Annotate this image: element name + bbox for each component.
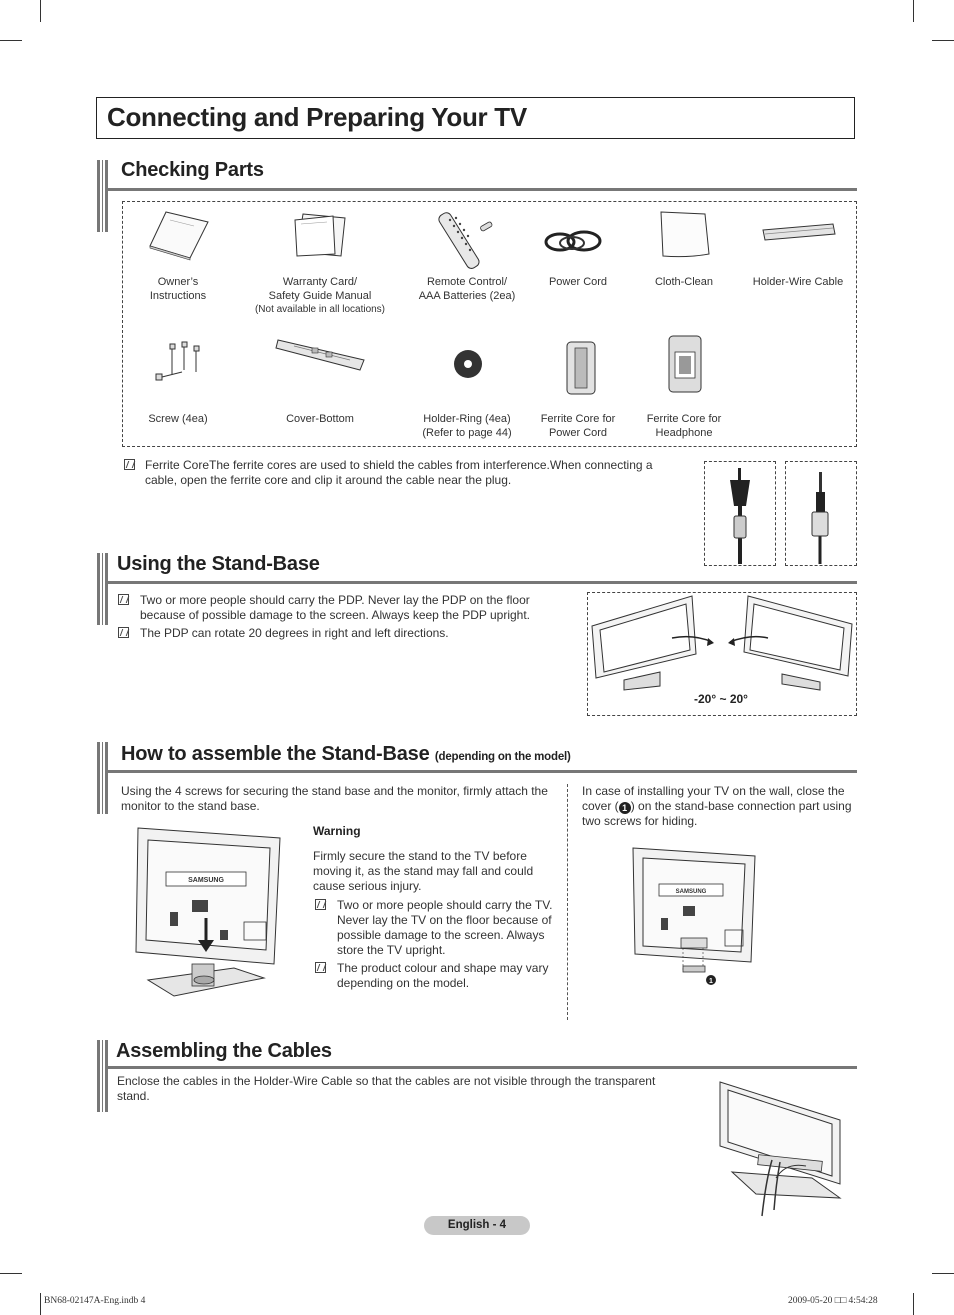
assemble-intro: Using the 4 screws for securing the stand base and the monitor, firmly attach the monitor to the stand base. xyxy=(121,784,548,813)
cover-bottom-icon xyxy=(274,336,366,376)
part-label xyxy=(402,412,532,440)
part-label-screw: Screw (4ea) xyxy=(148,413,208,425)
part-label-cover-bottom: Cover-Bottom xyxy=(286,413,354,425)
ferrite-core-headphone-icon xyxy=(665,334,705,396)
remote-control-icon xyxy=(436,210,496,268)
section-rule xyxy=(108,581,857,584)
brand-logo: SAMSUNG xyxy=(675,889,707,895)
part-label-owners-instructions: Owner’s Instructions xyxy=(149,276,207,302)
crop-mark xyxy=(0,1273,22,1274)
ferrite-core-power-icon xyxy=(563,340,599,396)
rotation-range-label: -20° ~ 20° xyxy=(694,692,748,706)
part-label-power-cord: Power Cord xyxy=(548,276,608,288)
crop-mark xyxy=(932,40,954,41)
holder-ring-icon xyxy=(452,348,484,380)
section-title-cables: Assembling the Cables xyxy=(116,1040,332,1062)
section-bar xyxy=(97,553,108,625)
part-label xyxy=(631,412,737,440)
crop-mark xyxy=(913,0,914,22)
part-label-remote-control: Remote Control/ AAA Batteries (2ea) xyxy=(418,276,516,302)
rotation-illustration xyxy=(590,594,854,694)
assemble-note-2: The product colour and shape may vary depending on the model. xyxy=(337,961,549,990)
part-label xyxy=(128,275,228,303)
section-rule xyxy=(108,770,857,773)
assemble-stand-title: How to assemble the Stand-Base xyxy=(121,743,430,765)
section-title-checking-parts: Checking Parts xyxy=(121,159,264,181)
wall-install-text-part1: In case of installing your TV on the wall, close the cover ( xyxy=(582,784,845,813)
wall-install-text xyxy=(582,784,860,829)
warranty-card-icon xyxy=(293,212,347,258)
part-label-holder-wire-cable: Holder-Wire Cable xyxy=(752,276,844,288)
section-bar xyxy=(97,742,108,814)
wall-install-text-part2: ) on the stand-base connection part using two screws for hiding. xyxy=(582,799,852,828)
crop-mark xyxy=(40,0,41,22)
part-label xyxy=(128,412,228,426)
crop-mark xyxy=(932,1273,954,1274)
assemble-stand-subtitle: (depending on the model) xyxy=(434,751,571,763)
part-label-ferrite-core-headphone: Ferrite Core for Headphone xyxy=(646,413,722,439)
cables-text: Enclose the cables in the Holder-Wire Cable so that the cables are not visible through the transparent stand. xyxy=(117,1074,656,1103)
stand-note-2: The PDP can rotate 20 degrees in right and left directions. xyxy=(140,626,449,640)
section-bar xyxy=(97,1040,108,1112)
section-bar xyxy=(97,160,108,232)
section-rule xyxy=(108,1066,857,1069)
cable-holder-illustration xyxy=(716,1080,846,1216)
callout-marker: 1 xyxy=(709,978,713,985)
tv-back-cover-illustration xyxy=(631,846,761,986)
note-icon xyxy=(315,899,326,910)
warning-text: Firmly secure the stand to the TV before moving it, as the stand may fall and could cause serious injury. xyxy=(313,849,534,893)
cloth-icon xyxy=(657,210,711,260)
power-plug-illustration xyxy=(716,466,766,564)
part-label-note: (Not available in all locations) xyxy=(254,304,386,315)
stand-note-1: Two or more people should carry the PDP. Never lay the PDP on the floor because of possible damage to the screen. Always keep the PDP upright. xyxy=(140,593,531,622)
part-label-warranty-card: Warranty Card/ Safety Guide Manual xyxy=(268,276,372,302)
part-label-cloth-clean: Cloth-Clean xyxy=(654,276,714,288)
manual-icon xyxy=(148,210,210,260)
crop-mark xyxy=(913,1293,914,1315)
power-cord-icon xyxy=(542,226,610,258)
part-label xyxy=(746,275,850,289)
note-icon xyxy=(118,627,129,638)
part-label xyxy=(402,275,532,303)
headphone-plug-illustration xyxy=(797,470,847,564)
holder-wire-icon xyxy=(761,222,837,242)
section-rule xyxy=(108,188,857,191)
crop-mark xyxy=(0,40,22,41)
footer-file: BN68-02147A-Eng.indb 4 xyxy=(44,1296,146,1306)
tv-back-stand-illustration xyxy=(134,826,284,1000)
part-label-ferrite-core-power: Ferrite Core for Power Cord xyxy=(540,413,616,439)
note-icon xyxy=(118,594,129,605)
footer-timestamp: 2009-05-20 □□ 4:54:28 xyxy=(788,1296,878,1306)
ferrite-note: Ferrite CoreThe ferrite cores are used to shield the cables from interference.When connecting a cable, open the ferrite core and clip it around the cable near the plug. xyxy=(145,458,653,487)
brand-logo: SAMSUNG xyxy=(188,877,224,884)
screw-icon xyxy=(152,340,208,388)
note-icon xyxy=(124,459,135,470)
column-divider xyxy=(567,784,568,1020)
page-number-badge: English - 4 xyxy=(424,1216,530,1235)
part-label xyxy=(525,412,631,440)
page-title-box xyxy=(96,97,855,139)
part-label xyxy=(260,412,380,426)
part-label xyxy=(532,275,624,289)
page-title: Connecting and Preparing Your TV xyxy=(107,102,527,132)
warning-heading: Warning xyxy=(313,824,361,838)
crop-mark xyxy=(40,1293,41,1315)
part-label-holder-ring: Holder-Ring (4ea) (Refer to page 44) xyxy=(422,413,512,439)
assemble-note-1: Two or more people should carry the TV. Never lay the TV on the floor because of possible damage to the screen. Always store the TV upright. xyxy=(337,898,553,957)
part-label xyxy=(636,275,732,289)
section-title-assemble-stand xyxy=(121,743,571,766)
callout-marker: 1 xyxy=(619,802,631,814)
note-icon xyxy=(315,962,326,973)
part-label xyxy=(240,275,400,317)
section-title-stand-base: Using the Stand-Base xyxy=(117,553,320,575)
